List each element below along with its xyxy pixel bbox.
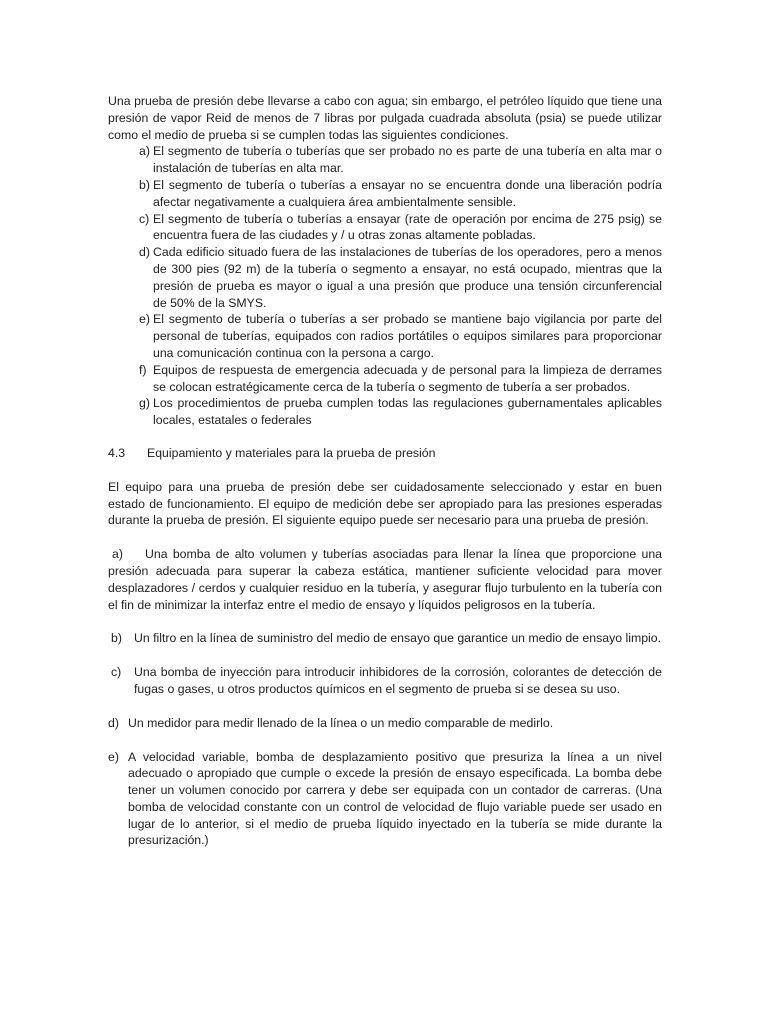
list-item-label: c) bbox=[111, 665, 122, 680]
list-item-label: e) bbox=[139, 312, 150, 327]
list-item-label: c) bbox=[139, 211, 150, 226]
list-item-text: Equipos de respuesta de emergencia adecuada y de personal para la limpieza de derrames se colocan estratégicamente cerca de la tubería o segmento de tubería a ser probados. bbox=[153, 362, 662, 394]
equipment-list bbox=[108, 546, 662, 849]
section-intro-paragraph: El equipo para una prueba de presión debe ser cuidadosamente seleccionado y estar en buen estado de funcionamiento. El equipo de medición debe ser apropiado para las presiones esperadas durante la prueba de presión. El siguiente equipo puede ser necesario para una prueba de presión. bbox=[108, 479, 662, 528]
list-item-label: e) bbox=[108, 749, 119, 764]
list-item-text: A velocidad variable, bomba de desplazamiento positivo que presuriza la línea a un nivel adecuado o apropiado que cumple o excede la presión de ensayo especificada. La bomba debe tener un volumen conocido por carrera y debe ser equipada con un contador de carreras. (Una bomba de velocidad constante con un control de velocidad de flujo variable puede ser usado en lugar de lo anterior, si el medio de prueba líquido inyectado en la tubería se mide durante la presurización.) bbox=[128, 749, 662, 848]
list-item-label: a) bbox=[112, 547, 123, 562]
list-item-label: b) bbox=[139, 177, 150, 192]
list-item bbox=[108, 211, 662, 245]
section-heading bbox=[108, 445, 662, 462]
list-item bbox=[108, 546, 662, 613]
list-item-label: g) bbox=[139, 396, 150, 411]
list-item bbox=[108, 143, 662, 177]
list-item-text: Los procedimientos de prueba cumplen todas las regulaciones gubernamentales aplicables locales, estatales o federales bbox=[153, 396, 662, 428]
list-item-text: Una bomba de alto volumen y tuberías asociadas para llenar la línea que proporcione una presión adecuada para superar la cabeza estática, mantiener suficiente velocidad para mover desplazadores / cerdos y cualquier residuo en la tubería, y asegurar flujo turbulento en la tubería con el fin de minimizar la interfaz entre el medio de ensayo y líquidos peligrosos en la tubería. bbox=[108, 547, 662, 612]
list-item-label: d) bbox=[108, 715, 119, 730]
list-item bbox=[108, 664, 662, 698]
list-item-text: Un medidor para medir llenado de la línea o un medio comparable de medirlo. bbox=[128, 715, 554, 730]
conditions-list bbox=[108, 143, 662, 429]
list-item bbox=[108, 395, 662, 429]
list-item-label: b) bbox=[111, 631, 122, 646]
list-item bbox=[108, 362, 662, 396]
intro-paragraph: Una prueba de presión debe llevarse a cabo con agua; sin embargo, el petróleo líquido que tiene una presión de vapor Reid de menos de 7 libras por pulgada cuadrada absoluta (psia) se puede utilizar como el medio de prueba si se cumplen todas las siguientes condiciones. bbox=[108, 94, 662, 142]
list-item bbox=[108, 244, 662, 311]
list-item-text: El segmento de tubería o tuberías que ser probado no es parte de una tubería en alta mar o instalación de tuberías en alta mar. bbox=[153, 144, 662, 176]
list-item-text: El segmento de tubería o tuberías a ensayar (rate de operación por encima de 275 psig) se encuentra fuera de las ciudades y / u otras zonas altamente pobladas. bbox=[153, 211, 662, 243]
list-item-label: f) bbox=[139, 362, 147, 377]
list-item bbox=[108, 630, 662, 647]
list-item-label: d) bbox=[139, 245, 150, 260]
list-item-label: a) bbox=[139, 144, 150, 159]
document-body bbox=[108, 93, 662, 849]
list-item-text: El segmento de tubería o tuberías a ensayar no se encuentra donde una liberación podría afectar negativamente a cualquiera área ambientalmente sensible. bbox=[153, 177, 662, 209]
list-item-text: Cada edificio situado fuera de las instalaciones de tuberías de los operadores, pero a menos de 300 pies (92 m) de la tubería o segmento a ensayar, no está ocupado, mientras que la presión de prueba es mayor o igual a una presión que produce una tensión circunferencial de 50% de la SMYS. bbox=[153, 245, 662, 310]
section-number: 4.3 bbox=[108, 445, 126, 460]
list-item-text: Una bomba de inyección para introducir inhibidores de la corrosión, colorantes de detección de fugas o gases, u otros productos químicos en el segmento de prueba si se desea su uso. bbox=[134, 665, 662, 696]
list-item bbox=[108, 311, 662, 361]
list-item-text: Un filtro en la línea de suministro del medio de ensayo que garantice un medio de ensayo limpio. bbox=[134, 631, 662, 646]
list-item-text: El segmento de tubería o tuberías a ser probado se mantiene bajo vigilancia por parte del personal de tuberías, equipados con radios portátiles o equipos similares para proporcionar una comunicación continua con la persona a cargo. bbox=[153, 312, 662, 360]
list-item bbox=[108, 177, 662, 211]
list-item bbox=[108, 715, 662, 732]
section-title: Equipamiento y materiales para la prueba de presión bbox=[147, 445, 436, 460]
list-item bbox=[108, 749, 662, 850]
